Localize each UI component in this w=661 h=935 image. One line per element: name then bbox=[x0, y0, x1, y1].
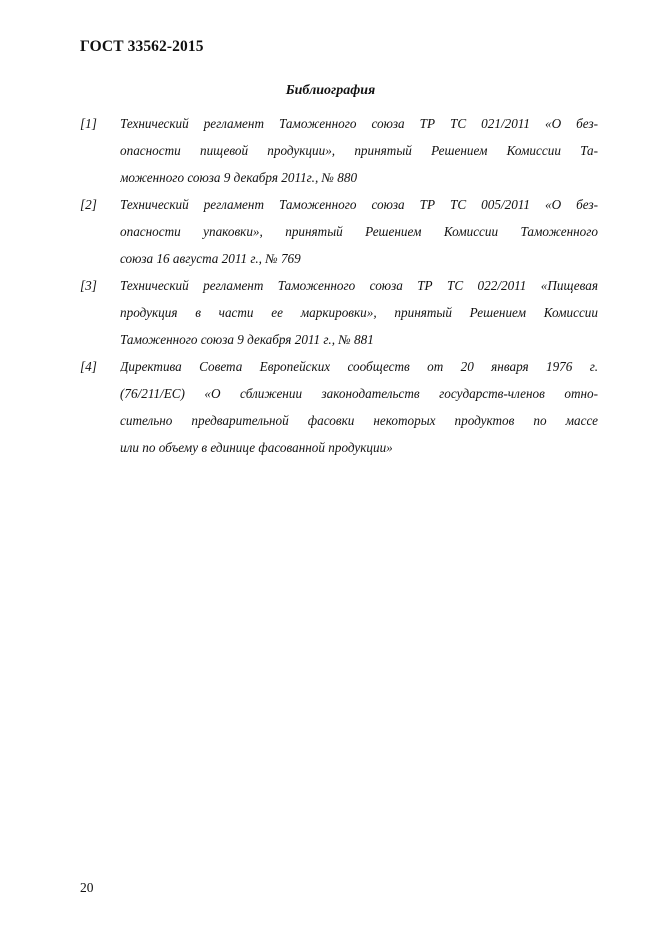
bibliography-entry-line: опасности пищевой продукции», принятый Решением Комиссии Та- bbox=[120, 143, 598, 158]
bibliography-entry bbox=[0, 353, 661, 461]
bibliography-entry-text bbox=[120, 272, 598, 353]
bibliography-entry-text bbox=[120, 353, 598, 461]
bibliography-entry-number: [3] bbox=[80, 278, 97, 293]
bibliography-entry-number: [4] bbox=[80, 359, 97, 374]
bibliography-entry-line: продукция в части ее маркировки», принятый Решением Комиссии bbox=[120, 305, 598, 320]
bibliography-entry-line: Таможенного союза 9 декабря 2011 г., № 881 bbox=[120, 332, 374, 347]
bibliography-list bbox=[0, 110, 661, 461]
bibliography-entry-line: Технический регламент Таможенного союза ТР ТС 022/2011 «Пищевая bbox=[120, 278, 598, 293]
bibliography-entry-line: (76/211/ЕС) «О сближении законодательств государств-членов отно- bbox=[120, 386, 598, 401]
bibliography-entry-text bbox=[120, 191, 598, 272]
bibliography-entry bbox=[0, 272, 661, 353]
section-title: Библиография bbox=[285, 83, 376, 98]
bibliography-entry-line: сительно предварительной фасовки некоторых продуктов по массе bbox=[120, 413, 598, 428]
bibliography-entry-line: моженного союза 9 декабря 2011г., № 880 bbox=[120, 170, 358, 185]
page-number: 20 bbox=[80, 880, 94, 895]
bibliography-entry-line: Технический регламент Таможенного союза ТР ТС 005/2011 «О без- bbox=[120, 197, 598, 212]
document-code-header: ГОСТ 33562-2015 bbox=[80, 38, 204, 55]
bibliography-entry-number: [1] bbox=[80, 116, 97, 131]
bibliography-entry bbox=[0, 191, 661, 272]
bibliography-entry-line: союза 16 августа 2011 г., № 769 bbox=[120, 251, 301, 266]
bibliography-entry-number: [2] bbox=[80, 197, 97, 212]
bibliography-entry-text bbox=[120, 110, 598, 191]
bibliography-entry-line: Технический регламент Таможенного союза ТР ТС 021/2011 «О без- bbox=[120, 116, 598, 131]
bibliography-entry-line: опасности упаковки», принятый Решением Комиссии Таможенного bbox=[120, 224, 598, 239]
bibliography-entry-line: или по объему в единице фасованной продукции» bbox=[120, 440, 393, 455]
bibliography-entry-line: Директива Совета Европейских сообществ от 20 января 1976 г. bbox=[120, 359, 598, 374]
bibliography-entry bbox=[0, 110, 661, 191]
